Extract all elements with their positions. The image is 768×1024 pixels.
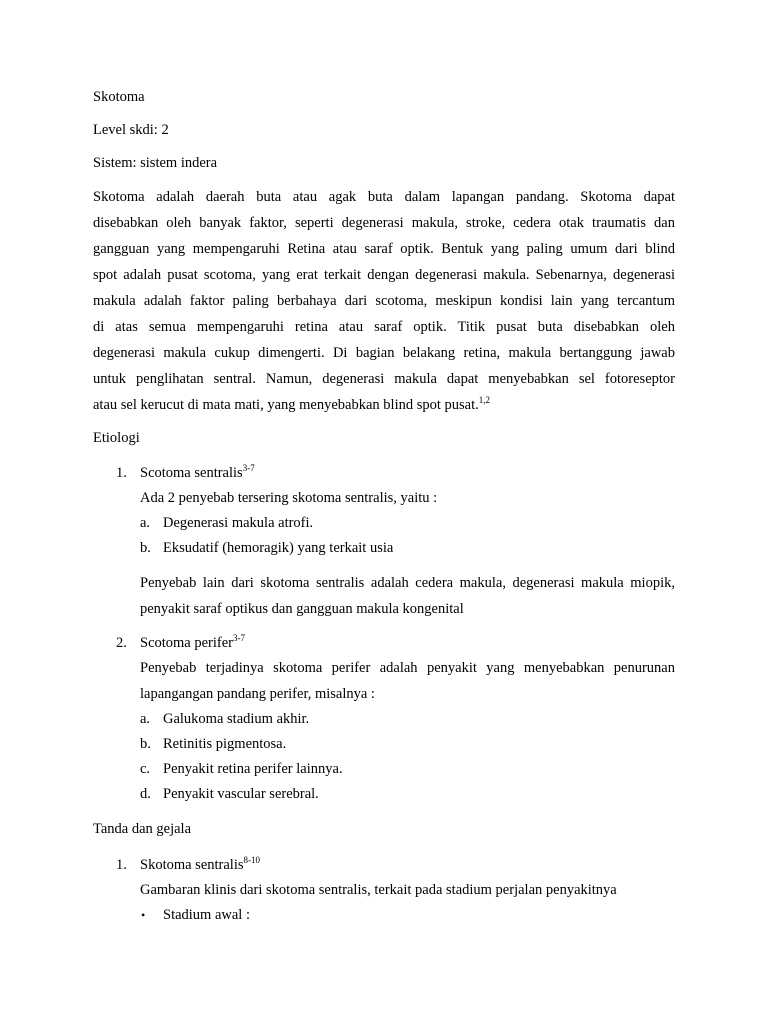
tanda-heading: Tanda dan gejala: [93, 821, 192, 837]
intro-line-text: atau sel kerucut di mata mati, yang menyebabkan blind spot pusat.: [93, 397, 479, 413]
etiologi-sentralis-other: [140, 574, 675, 626]
list-item-text: Degenerasi makula atrofi.: [163, 515, 314, 531]
list-marker: d.: [140, 786, 151, 802]
intro-line: makula adalah faktor paling berbahaya dari scotoma, meskipun kondisi lain yang tercantum: [93, 293, 675, 309]
intro-line: untuk penglihatan sentral. Namun, degenerasi makula dapat menyebabkan sel fotoreseptor: [93, 371, 675, 387]
intro-line: gangguan yang mempengaruhi Retina atau saraf optik. Bentuk yang paling umum dari blind: [93, 241, 675, 257]
etiologi-sentralis-desc: Ada 2 penyebab tersering skotoma sentralis, yaitu :: [140, 490, 438, 506]
citation-superscript: 8-10: [243, 855, 261, 865]
list-item-text: Penyakit retina perifer lainnya.: [163, 761, 343, 777]
citation-superscript: 3-7: [242, 463, 255, 473]
etiologi-perifer-desc: [140, 659, 675, 711]
doc-level: Level skdi: 2: [93, 122, 169, 138]
tanda-sentralis-desc: Gambaran klinis dari skotoma sentralis, terkait pada stadium perjalan penyakitnya: [140, 882, 617, 898]
list-item-text: Penyakit vascular serebral.: [163, 786, 319, 802]
doc-sistem: Sistem: sistem indera: [93, 155, 218, 171]
etiologi-perifer-title: [140, 634, 245, 652]
citation-superscript: 1,2: [478, 395, 491, 405]
intro-line: degenerasi makula cukup dimengerti. Di bagian belakang retina, makula bertanggung jawab: [93, 345, 675, 361]
paragraph-line: penyakit saraf optikus dan gangguan makula kongenital: [140, 601, 464, 617]
intro-paragraph: [93, 188, 675, 422]
title-text: Skotoma sentralis: [140, 857, 244, 873]
title-text: Scotoma perifer: [140, 635, 234, 651]
paragraph-line: lapangangan pandang perifer, misalnya :: [140, 686, 375, 702]
etiologi-sentralis-title: [140, 464, 255, 482]
list-item-text: Retinitis pigmentosa.: [163, 736, 287, 752]
title-text: Scotoma sentralis: [140, 465, 243, 481]
paragraph-line: Penyebab terjadinya skotoma perifer adalah penyakit yang menyebabkan penurunan: [140, 660, 675, 676]
tanda-sentralis-title: [140, 856, 260, 874]
list-item-text: Eksudatif (hemoragik) yang terkait usia: [163, 540, 394, 556]
list-number: 2.: [116, 635, 127, 651]
bullet-item-text: Stadium awal :: [163, 907, 250, 923]
list-marker: a.: [140, 711, 151, 727]
doc-title: Skotoma: [93, 89, 145, 105]
intro-line: di atas semua mempengaruhi retina atau saraf optik. Titik pusat buta disebabkan oleh: [93, 319, 675, 335]
list-marker: c.: [140, 761, 151, 777]
list-marker: b.: [140, 540, 151, 556]
intro-line: disebabkan oleh banyak faktor, seperti degenerasi makula, stroke, cedera otak traumatis dan: [93, 215, 675, 231]
list-number: 1.: [116, 857, 127, 873]
intro-line: Skotoma adalah daerah buta atau agak buta dalam lapangan pandang. Skotoma dapat: [93, 189, 675, 205]
intro-line: spot adalah pusat scotoma, yang erat terkait dengan degenerasi makula. Sebenarnya, degenerasi: [93, 267, 675, 283]
list-number: 1.: [116, 465, 127, 481]
citation-superscript: 3-7: [233, 633, 246, 643]
bullet-icon: •: [141, 908, 146, 922]
etiologi-heading: Etiologi: [93, 430, 140, 446]
paragraph-line: Penyebab lain dari skotoma sentralis adalah cedera makula, degenerasi makula miopik,: [140, 575, 675, 591]
intro-line-last: [93, 396, 675, 422]
list-marker: a.: [140, 515, 151, 531]
list-item-text: Galukoma stadium akhir.: [163, 711, 310, 727]
list-marker: b.: [140, 736, 151, 752]
